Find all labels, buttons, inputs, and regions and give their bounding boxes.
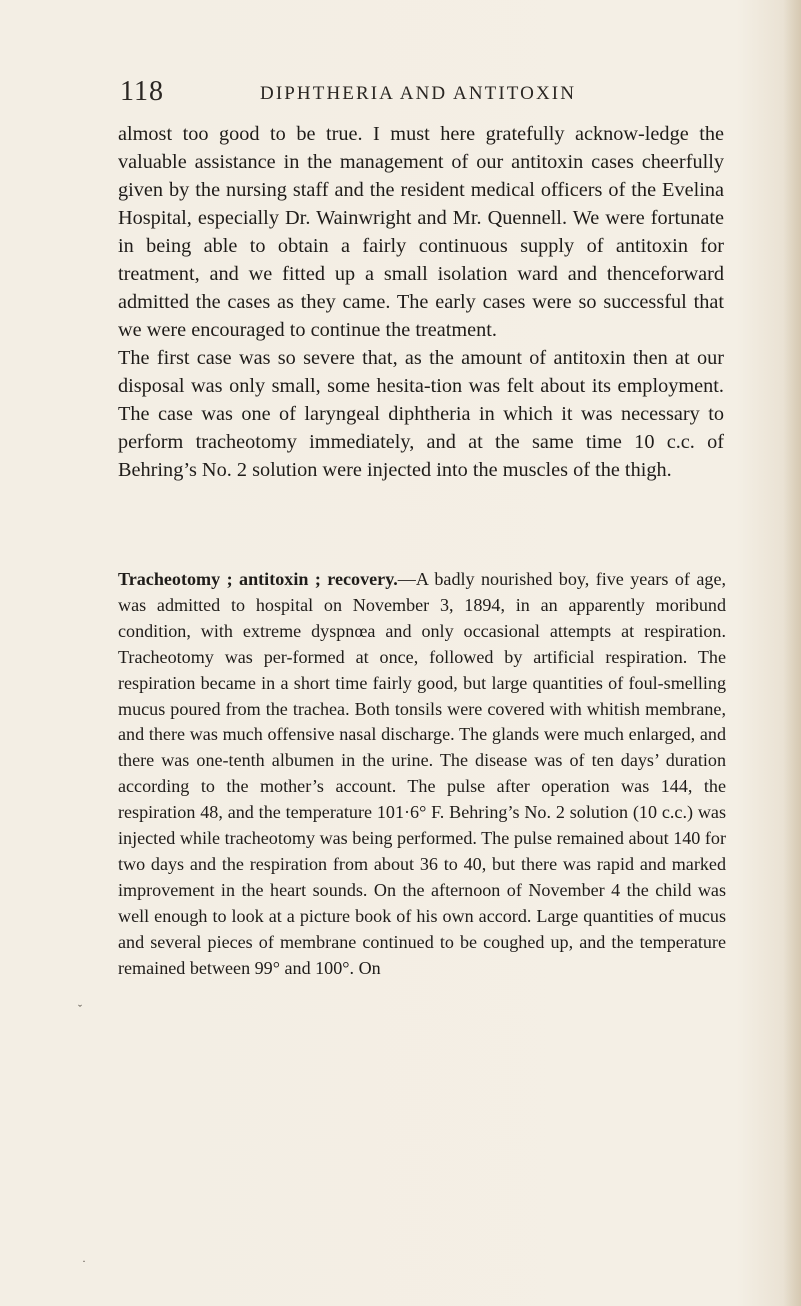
margin-dot: · bbox=[82, 1254, 86, 1268]
page-header bbox=[120, 76, 722, 106]
case-report bbox=[118, 567, 726, 982]
paragraph-1: almost too good to be true. I must here gratefully acknow-ledge the valuable assistance in the management of our antitoxin cases cheerfully given by the nursing staff and the resident medical officers of the Evelina Hospital, especially Dr. Wainwright and Mr. Quennell. We were fortunate in being able to obtain a fairly continuous supply of antitoxin for treatment, and we fitted up a small isolation ward and thenceforward admitted the cases as they came. The early cases were so successful that we were encouraged to continue the treatment. bbox=[118, 123, 724, 341]
case-text: —A badly nourished boy, five years of age, was admitted to hospital on November 3, 1894, in an apparently moribund condition, with extreme dyspnœa and only occasional attempts at respiration. Tracheotomy was per-formed at once, followed by artificial respiration. The respiration became in a short time fairly good, but large quantities of foul-smelling mucus poured from the trachea. Both tonsils were covered with whitish membrane, and there was much offensive nasal discharge. The glands were much enlarged, and there was one-tenth albumen in the urine. The disease was of ten days’ duration according to the mother’s account. The pulse after operation was 144, the respiration 48, and the temperature 101·6° F. Behring’s No. 2 solution (10 c.c.) was injected while tracheotomy was being performed. The pulse remained about 140 for two days and the respiration from about 36 to 40, but there was rapid and marked improvement in the heart sounds. On the afternoon of November 4 the child was well enough to look at a picture book of his own accord. Large quantities of mucus and several pieces of membrane continued to be coughed up, and the temperature remained between 99° and 100°. On bbox=[118, 569, 726, 978]
main-text bbox=[118, 120, 724, 484]
running-head: DIPHTHERIA AND ANTITOXIN bbox=[260, 83, 577, 104]
case-paragraph bbox=[118, 567, 726, 982]
case-heading: Tracheotomy ; antitoxin ; recovery. bbox=[118, 569, 398, 589]
margin-mark: ˇ bbox=[78, 1002, 82, 1016]
page-edge-shadow bbox=[783, 0, 801, 1306]
paragraph-2: The first case was so severe that, as the amount of antitoxin then at our disposal was only small, some hesita-tion was felt about its employment. The case was one of laryngeal diphtheria in which it was necessary to perform tracheotomy immediately, and at the same time 10 c.c. of Behring’s No. 2 solution were injected into the muscles of the thigh. bbox=[118, 347, 724, 481]
page-number: 118 bbox=[120, 76, 164, 107]
